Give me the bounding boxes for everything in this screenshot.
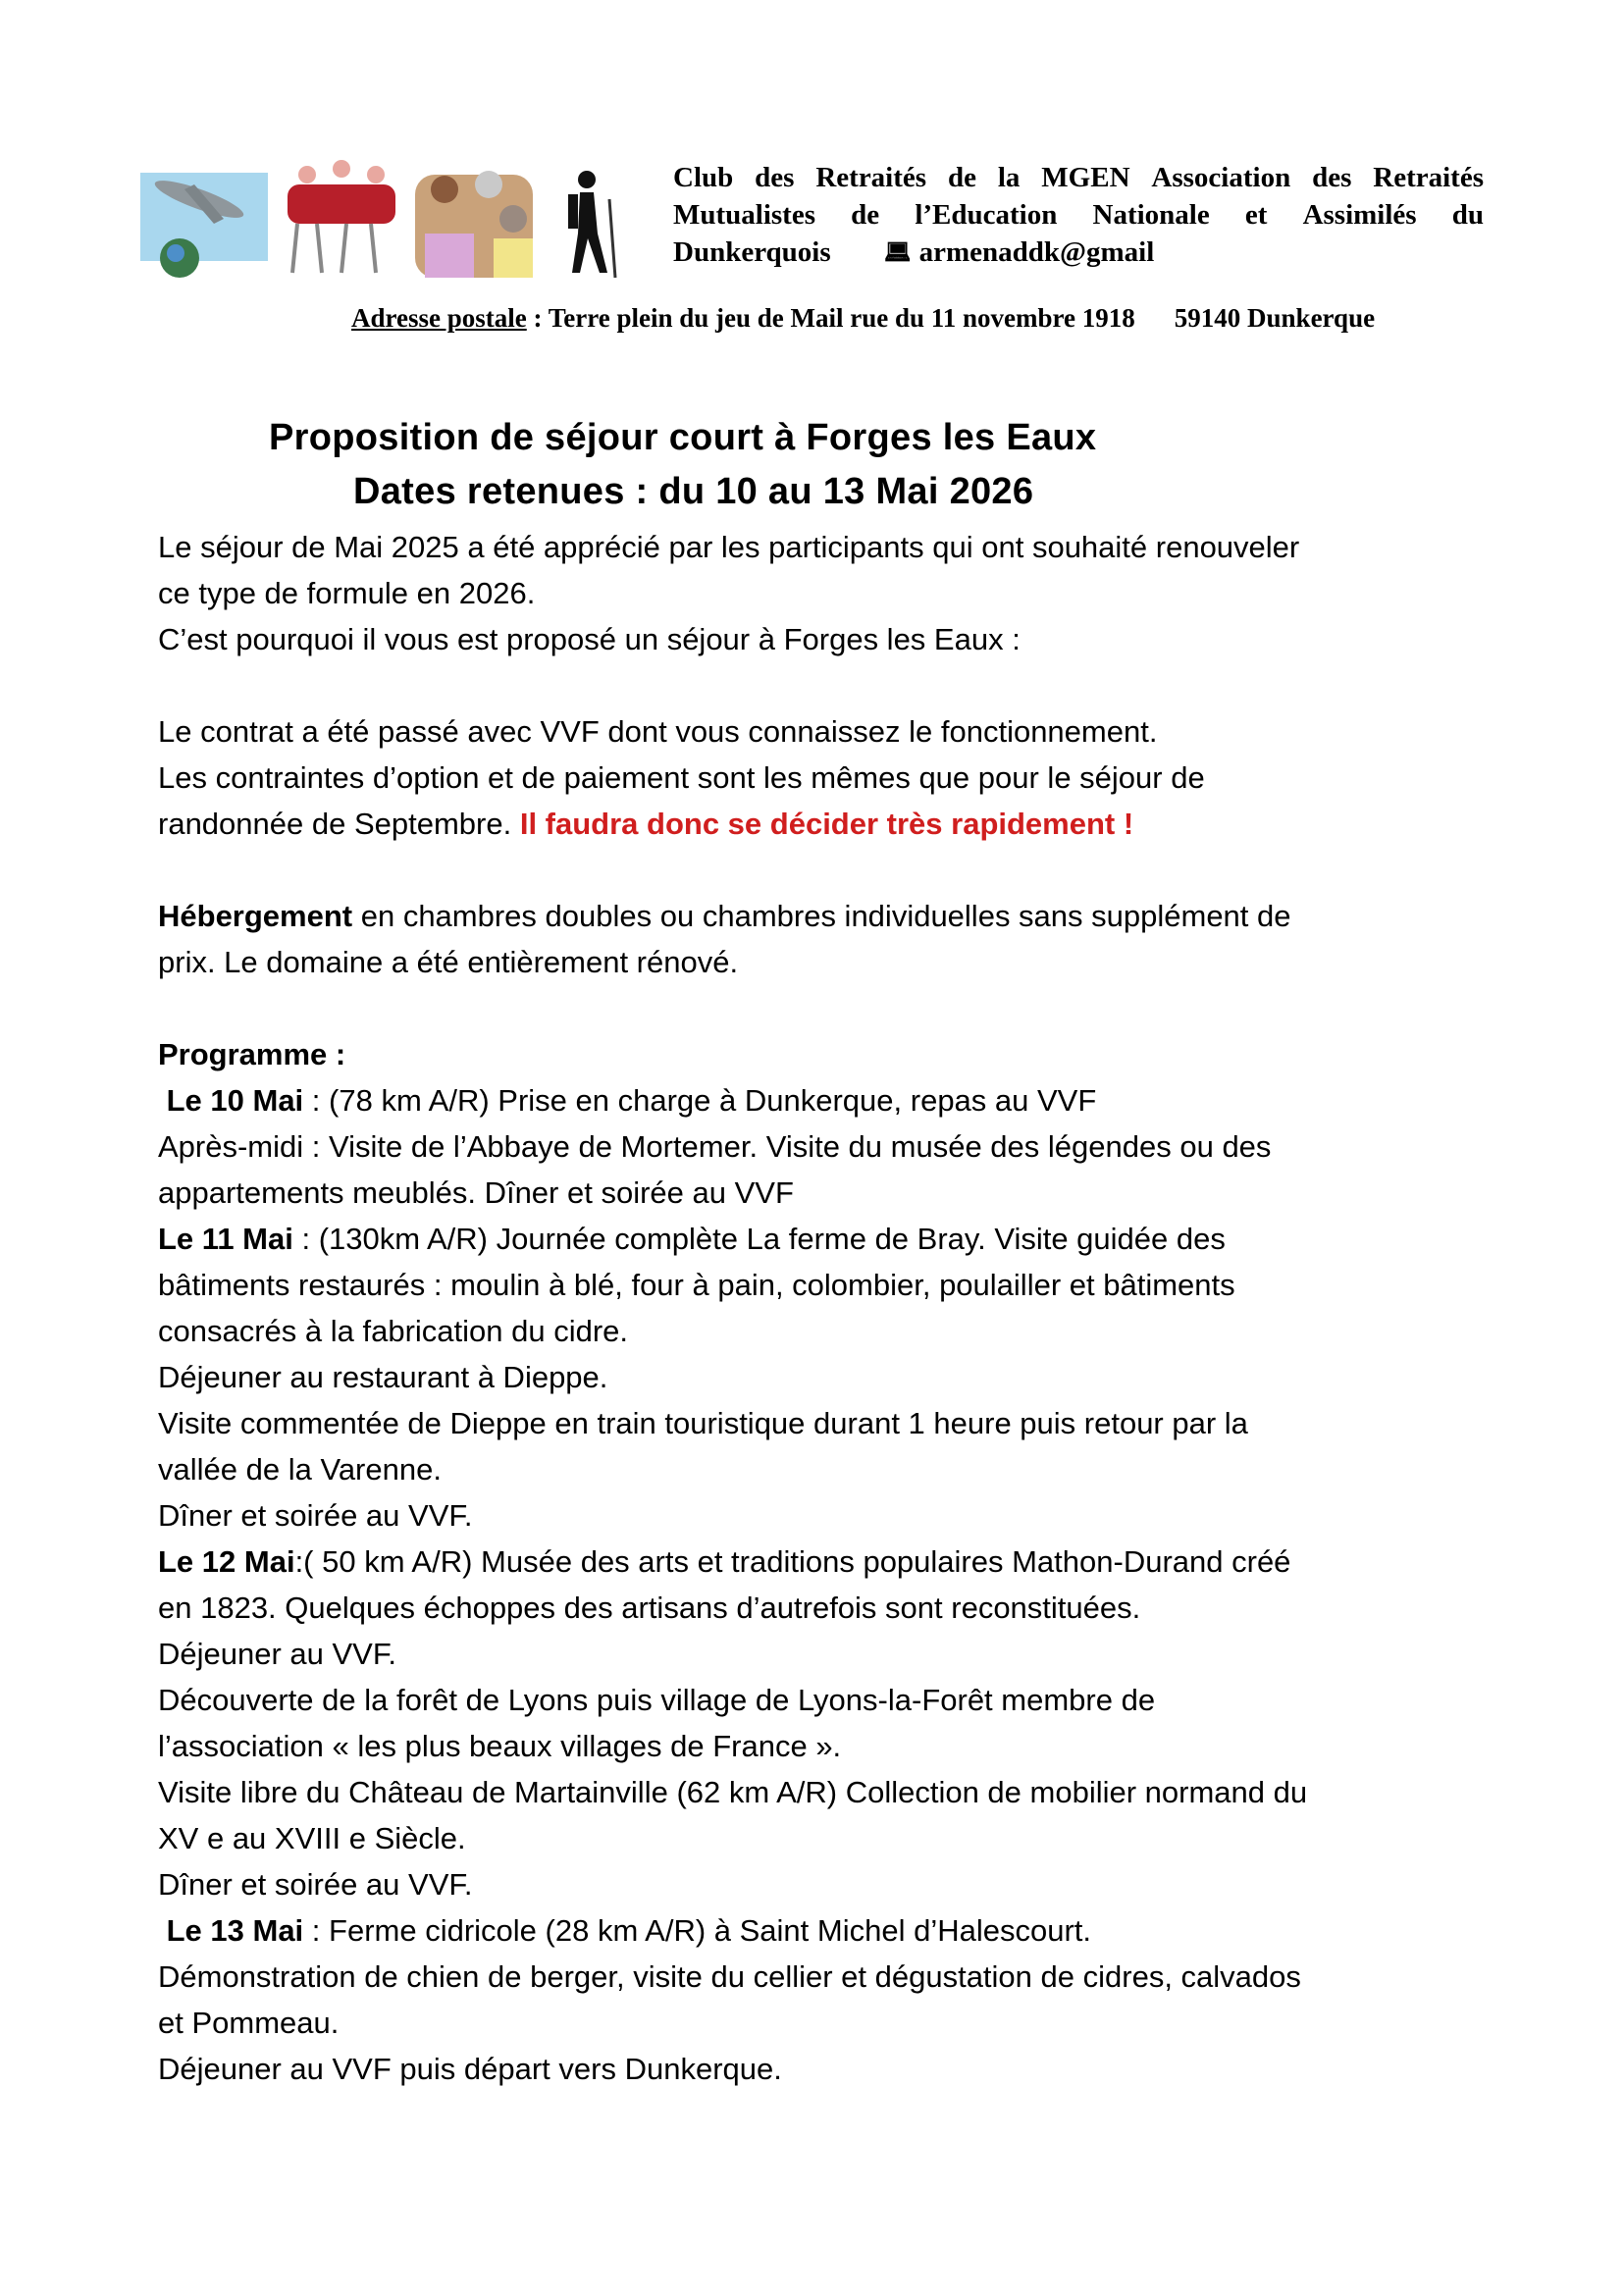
seniors-group-icon <box>415 171 533 278</box>
header-word: Retraités <box>815 162 927 193</box>
text-line <box>158 1446 1307 1492</box>
text-line <box>158 1262 1307 1308</box>
text-segment: Déjeuner au restaurant à Dieppe. <box>158 1360 608 1394</box>
text-segment: en chambres doubles ou chambres individuelles sans supplément de <box>352 899 1291 933</box>
header-word: la <box>997 162 1021 193</box>
text-line <box>158 1539 1307 1585</box>
text-segment: bâtiments restaurés : moulin à blé, four à pain, colombier, poulailler et bâtiments <box>158 1268 1235 1302</box>
header-word: de <box>851 199 880 231</box>
text-line <box>158 939 1307 985</box>
text-segment: Découverte de la forêt de Lyons puis village de Lyons-la-Forêt membre de <box>158 1683 1156 1717</box>
plane-globe-icon <box>140 173 268 278</box>
text-line <box>158 1585 1307 1631</box>
text-line <box>158 2000 1307 2046</box>
header-word: des <box>1312 162 1352 193</box>
page-subtitle-dates: Dates retenues : du 10 au 13 Mai 2026 <box>353 471 1034 512</box>
urgent-notice: Il faudra donc se décider très rapidement ! <box>519 807 1134 841</box>
bold-label: Le 13 Mai <box>158 1913 304 1948</box>
text-line <box>158 1308 1307 1354</box>
text-line <box>158 1077 1307 1123</box>
text-line <box>158 1400 1307 1446</box>
bold-label: Le 11 Mai <box>158 1222 293 1256</box>
postal-address-city: 59140 Dunkerque <box>1174 303 1376 333</box>
text-segment: Dîner et soirée au VVF. <box>158 1498 473 1533</box>
text-segment: C’est pourquoi il vous est proposé un séjour à Forges les Eaux : <box>158 622 1021 656</box>
text-line <box>158 2046 1307 2092</box>
text-segment: Déjeuner au VVF puis départ vers Dunkerque. <box>158 2052 782 2086</box>
text-line <box>158 893 1307 939</box>
text-segment: randonnée de Septembre. <box>158 807 520 841</box>
text-segment: l’association « les plus beaux villages de France ». <box>158 1729 842 1763</box>
text-line <box>158 801 1307 847</box>
text-segment: : Ferme cidricole (28 km A/R) à Saint Michel d’Halescourt. <box>303 1913 1092 1948</box>
text-segment: XV e au XVIII e Siècle. <box>158 1821 466 1855</box>
text-line <box>158 1815 1307 1861</box>
text-line <box>158 1861 1307 1907</box>
bold-label: Programme : <box>158 1037 346 1071</box>
text-segment: Après-midi : Visite de l’Abbaye de Mortemer. Visite du musée des légendes ou des <box>158 1129 1272 1164</box>
text-line <box>158 570 1307 616</box>
bold-label: Le 10 Mai <box>158 1083 304 1118</box>
postal-address-street: : Terre plein du jeu de Mail rue du 11 novembre 1918 <box>526 303 1135 333</box>
header-word: Association <box>1151 162 1291 193</box>
postal-address <box>351 303 1375 334</box>
text-line <box>158 1031 1307 1077</box>
org-name-line-3 <box>673 234 1484 271</box>
blank-line <box>158 985 1307 1031</box>
text-segment: Visite commentée de Dieppe en train touristique durant 1 heure puis retour par la <box>158 1406 1248 1440</box>
text-segment: consacrés à la fabrication du cidre. <box>158 1314 629 1348</box>
text-segment: ce type de formule en 2026. <box>158 576 536 610</box>
text-segment: :( 50 km A/R) Musée des arts et traditions populaires Mathon-Durand créé <box>294 1544 1291 1579</box>
header-word: du <box>1451 199 1484 231</box>
text-line <box>158 708 1307 755</box>
text-segment: Dîner et soirée au VVF. <box>158 1867 473 1902</box>
computer-icon: 💻︎ <box>883 239 912 264</box>
text-line <box>158 1123 1307 1170</box>
text-segment: Le séjour de Mai 2025 a été apprécié par les participants qui ont souhaité renouveler <box>158 530 1300 564</box>
text-segment: Visite libre du Château de Martainville (62 km A/R) Collection de mobilier normand du <box>158 1775 1308 1809</box>
text-line <box>158 1677 1307 1723</box>
text-line <box>158 1492 1307 1539</box>
text-segment: Déjeuner au VVF. <box>158 1637 396 1671</box>
postal-address-label: Adresse postale <box>351 303 527 333</box>
header-word: Mutualistes <box>673 199 815 231</box>
org-name-line-2 <box>673 196 1484 234</box>
text-segment: : (78 km A/R) Prise en charge à Dunkerque, repas au VVF <box>303 1083 1097 1118</box>
org-name-line-1 <box>673 159 1484 196</box>
header-word: Nationale <box>1092 199 1210 231</box>
text-segment: appartements meublés. Dîner et soirée au VVF <box>158 1175 794 1210</box>
header-word: de <box>947 162 976 193</box>
text-segment: en 1823. Quelques échoppes des artisans d’autrefois sont reconstituées. <box>158 1591 1141 1625</box>
blank-line <box>158 662 1307 708</box>
text-segment: Démonstration de chien de berger, visite du cellier et dégustation de cidres, calvados <box>158 1959 1301 1994</box>
text-line <box>158 1354 1307 1400</box>
text-segment: vallée de la Varenne. <box>158 1452 442 1487</box>
text-line <box>158 1954 1307 2000</box>
text-line <box>158 1170 1307 1216</box>
club-logo-illustrations <box>140 155 628 283</box>
bold-label: Hébergement <box>158 899 353 933</box>
header-word: MGEN <box>1041 162 1130 193</box>
text-segment: Le contrat a été passé avec VVF dont vous connaissez le fonctionnement. <box>158 714 1158 749</box>
text-line <box>158 1723 1307 1769</box>
text-line <box>158 1216 1307 1262</box>
text-segment: Les contraintes d’option et de paiement sont les mêmes que pour le séjour de <box>158 760 1205 795</box>
header-word: des <box>755 162 795 193</box>
dancers-icon <box>288 160 395 273</box>
document-body <box>158 524 1307 2092</box>
text-line <box>158 616 1307 662</box>
text-segment: : (130km A/R) Journée complète La ferme de Bray. Visite guidée des <box>292 1222 1226 1256</box>
text-line <box>158 755 1307 801</box>
text-segment: et Pommeau. <box>158 2006 340 2040</box>
page-title: Proposition de séjour court à Forges les Eaux <box>269 417 1097 458</box>
header-word: l’Education <box>915 199 1058 231</box>
text-line <box>158 1631 1307 1677</box>
header-word: Retraités <box>1373 162 1484 193</box>
text-line <box>158 1907 1307 1954</box>
header-word: Assimilés <box>1302 199 1417 231</box>
org-city: Dunkerquois <box>673 236 831 268</box>
text-line <box>158 1769 1307 1815</box>
hiker-icon <box>568 171 615 278</box>
blank-line <box>158 847 1307 893</box>
organization-header <box>673 159 1484 271</box>
text-segment: prix. Le domaine a été entièrement rénové. <box>158 945 739 979</box>
text-line <box>158 524 1307 570</box>
header-word: Club <box>673 162 734 193</box>
header-word: et <box>1244 199 1268 231</box>
email-address[interactable]: armenaddk@gmail <box>918 236 1155 268</box>
bold-label: Le 12 Mai <box>158 1544 295 1579</box>
